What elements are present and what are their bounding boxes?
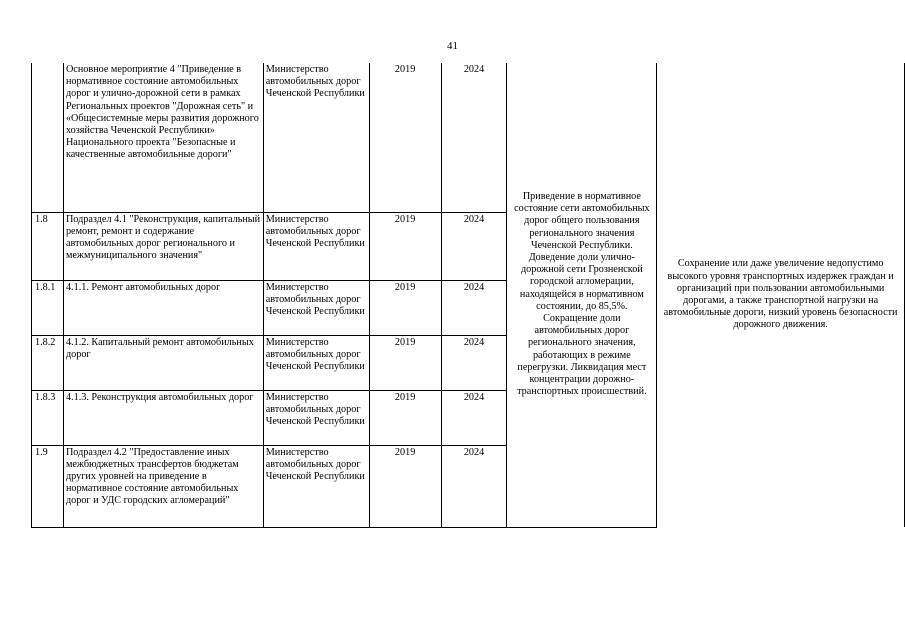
consequences-of-non-implementation: Сохранение или даже увеличение недопустимо высокого уровня транспортных издержек граждан и организаций при пользовании автомобильными дорогами, а также транспортной нагрузки на автомобильные дороги, низкий уровень безопасности дорожного движения. <box>657 63 905 527</box>
end-year: 2024 <box>441 445 507 527</box>
row-number: 1.8.1 <box>32 280 64 335</box>
row-number: 1.8.3 <box>32 390 64 445</box>
row-number: 1.9 <box>32 445 64 527</box>
page-number: 41 <box>447 40 458 52</box>
measure-title: 4.1.1. Ремонт автомобильных дорог <box>63 280 263 335</box>
measure-title: Подраздел 4.1 "Реконструкция, капитальный ремонт, ремонт и содержание автомобильных дорог регионального и межмуниципального значения" <box>63 212 263 280</box>
executor: Министерство автомобильных дорог Чеченской Республики <box>263 212 369 280</box>
end-year: 2024 <box>441 212 507 280</box>
measure-title: 4.1.3. Реконструкция автомобильных дорог <box>63 390 263 445</box>
expected-result: Приведение в нормативное состояние сети автомобильных дорог общего пользования регионального значения Чеченской Республики. Доведение доли улично-дорожной сети Грозненской городской агломерации, находящейся в нормативном состоянии, до 85,5%. Сокращение доли автомобильных дорог регионального значения, работающих в режиме перегрузки. Ликвидация мест концентрации дорожно-транспортных происшествий. <box>507 63 657 527</box>
end-year: 2024 <box>441 63 507 212</box>
measure-title: Подраздел 4.2 "Предоставление иных межбюджетных трансфертов бюджетам других уровней на приведение в нормативное состояние автомобильных дорог и УДС городских агломераций" <box>63 445 263 527</box>
end-year: 2024 <box>441 280 507 335</box>
executor: Министерство автомобильных дорог Чеченской Республики <box>263 280 369 335</box>
executor: Министерство автомобильных дорог Чеченской Республики <box>263 390 369 445</box>
measure-title: Основное мероприятие 4 "Приведение в нормативное состояние автомобильных дорог и улично-дорожной сети в рамках Региональных проектов "Дорожная сеть" и «Общесистемные меры развития дорожного хозяйства Чеченской Республики» Национального проекта "Безопасные и качественные автомобильные дороги" <box>63 63 263 212</box>
start-year: 2019 <box>369 280 441 335</box>
start-year: 2019 <box>369 63 441 212</box>
program-table <box>31 63 905 528</box>
row-number <box>32 63 64 212</box>
executor: Министерство автомобильных дорог Чеченской Республики <box>263 335 369 390</box>
row-number: 1.8.2 <box>32 335 64 390</box>
table-row <box>32 63 905 212</box>
start-year: 2019 <box>369 335 441 390</box>
measure-title: 4.1.2. Капитальный ремонт автомобильных дорог <box>63 335 263 390</box>
end-year: 2024 <box>441 390 507 445</box>
row-number: 1.8 <box>32 212 64 280</box>
executor: Министерство автомобильных дорог Чеченской Республики <box>263 445 369 527</box>
end-year: 2024 <box>441 335 507 390</box>
executor: Министерство автомобильных дорог Чеченской Республики <box>263 63 369 212</box>
start-year: 2019 <box>369 212 441 280</box>
start-year: 2019 <box>369 390 441 445</box>
start-year: 2019 <box>369 445 441 527</box>
